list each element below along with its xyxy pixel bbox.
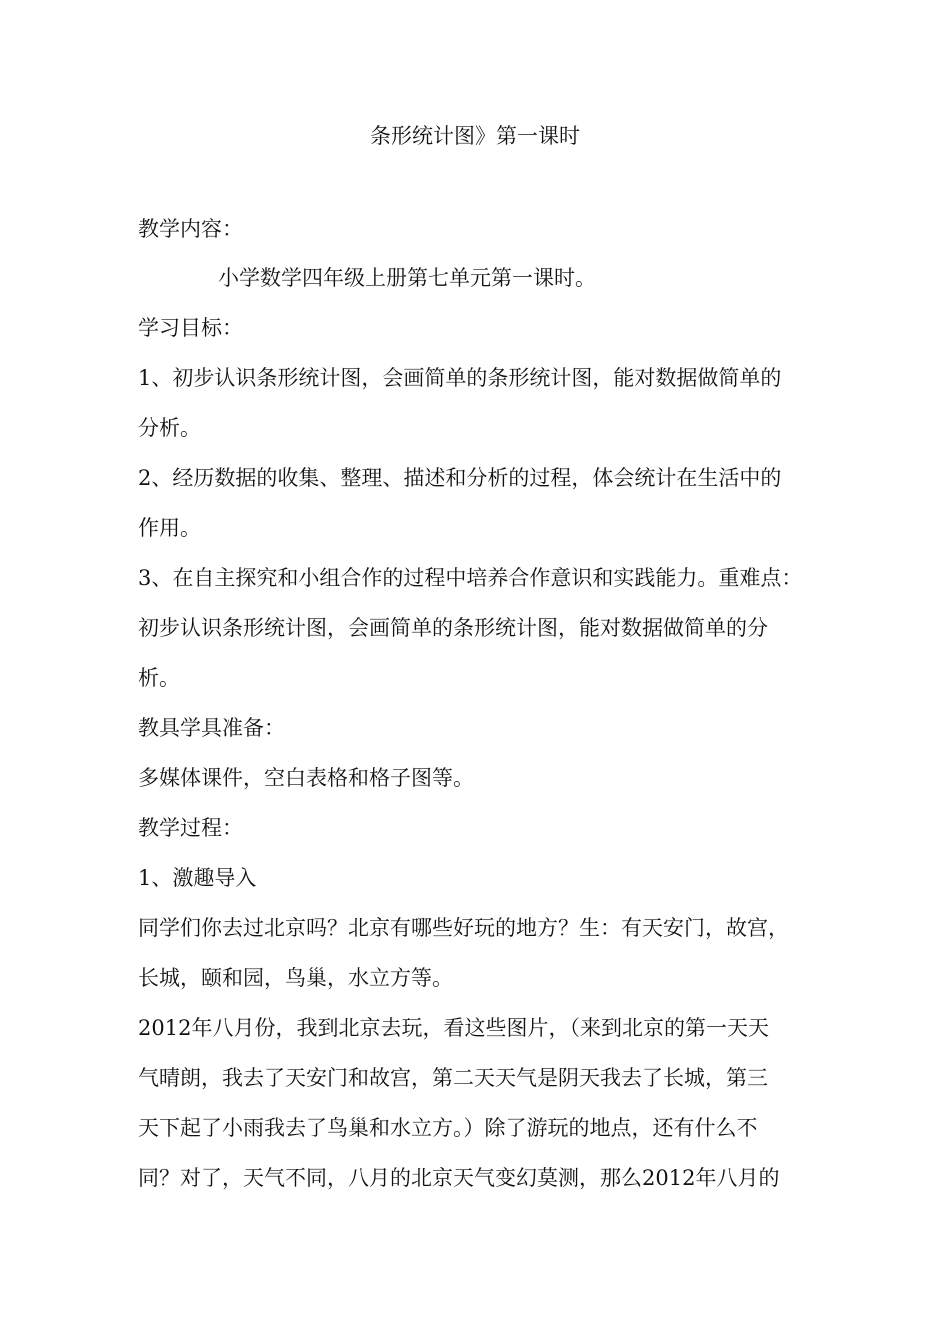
paragraph-line: 气晴朗，我去了天安门和故宫，第二天天气是阴天我去了长城，第三 (138, 1066, 768, 1090)
paragraph-line: 1、初步认识条形统计图，会画简单的条形统计图，能对数据做简单的 (138, 366, 782, 390)
section-heading-process: 教学过程： (138, 816, 243, 840)
section-heading-content: 教学内容： (138, 217, 243, 241)
paragraph-line: 同学们你去过北京吗？北京有哪些好玩的地方？生：有天安门，故宫， (138, 916, 789, 940)
paragraph-line: 作用。 (138, 516, 201, 540)
section-heading-materials: 教具学具准备： (138, 716, 285, 740)
paragraph-line: 分析。 (138, 416, 201, 440)
paragraph-line: 多媒体课件，空白表格和格子图等。 (138, 766, 474, 790)
section-heading-objectives: 学习目标： (138, 316, 243, 340)
subheading-intro: 1、激趣导入 (138, 866, 257, 890)
paragraph-line: 长城，颐和园，鸟巢，水立方等。 (138, 966, 453, 990)
paragraph-line: 3、在自主探究和小组合作的过程中培养合作意识和实践能力。重难点： (138, 566, 803, 590)
paragraph-line: 同？对了，天气不同，八月的北京天气变幻莫测，那么2012年八月的 (138, 1166, 780, 1190)
paragraph-line: 初步认识条形统计图，会画简单的条形统计图，能对数据做简单的分 (138, 616, 768, 640)
document-title: 条形统计图》第一课时 (370, 124, 580, 148)
paragraph-line: 析。 (138, 666, 180, 690)
paragraph-line: 2012年八月份，我到北京去玩，看这些图片，（来到北京的第一天天 (138, 1016, 769, 1040)
paragraph-line: 2、经历数据的收集、整理、描述和分析的过程，体会统计在生活中的 (138, 466, 782, 490)
paragraph-line: 天下起了小雨我去了鸟巢和水立方。）除了游玩的地点，还有什么不 (138, 1116, 758, 1140)
paragraph-line: 小学数学四年级上册第七单元第一课时。 (218, 266, 596, 290)
